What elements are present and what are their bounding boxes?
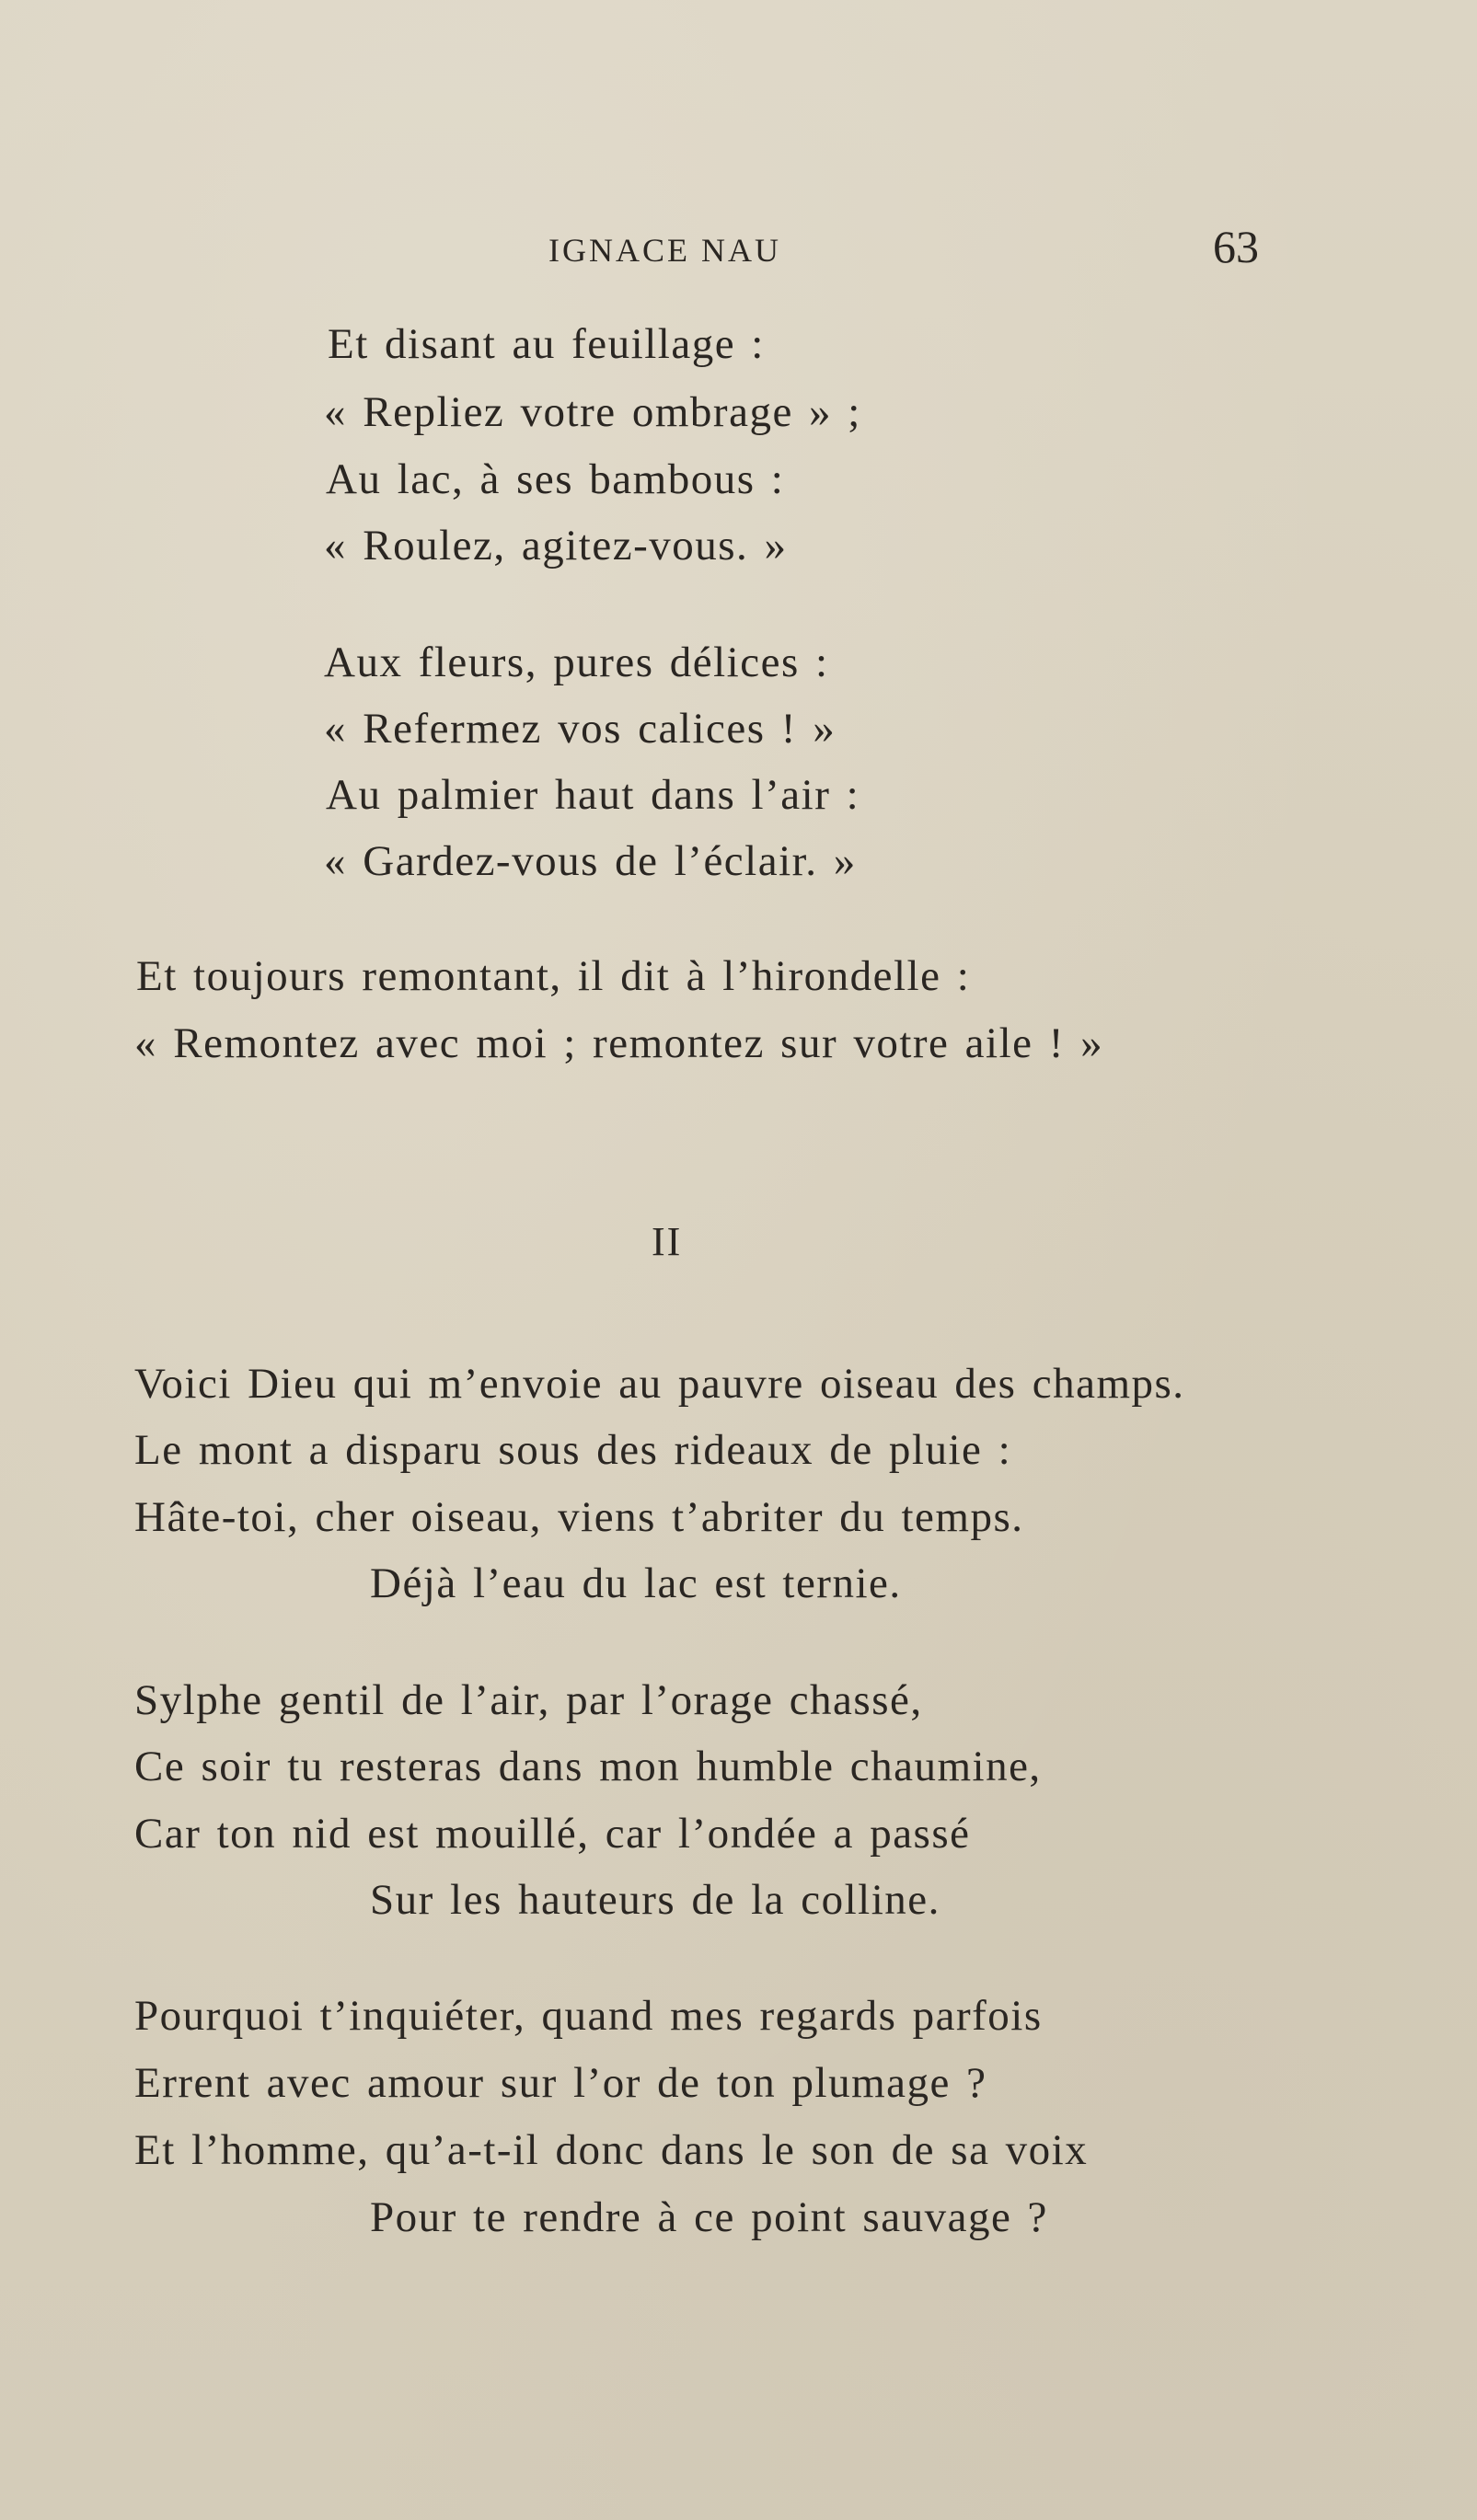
- verse-line: Au lac, à ses bambous :: [326, 455, 785, 503]
- running-title: IGNACE NAU: [548, 232, 781, 269]
- verse-line: Au palmier haut dans l’air :: [326, 771, 860, 819]
- verse-line: Hâte-toi, cher oiseau, viens t’abriter du temps.: [134, 1493, 1024, 1541]
- verse-line: Ce soir tu resteras dans mon humble chaumine,: [134, 1743, 1042, 1790]
- verse-line: Et disant au feuillage :: [328, 320, 765, 368]
- verse-line: Voici Dieu qui m’envoie au pauvre oiseau des champs.: [134, 1360, 1185, 1408]
- verse-line: Sylphe gentil de l’air, par l’orage chassé,: [134, 1676, 923, 1724]
- verse-line: « Remontez avec moi ; remontez sur votre aile ! »: [134, 1019, 1104, 1067]
- verse-line: Déjà l’eau du lac est ternie.: [370, 1559, 902, 1607]
- verse-line: Et l’homme, qu’a-t-il donc dans le son de sa voix: [134, 2126, 1089, 2174]
- verse-line: « Refermez vos calices ! »: [324, 705, 837, 753]
- verse-line: Pour te rendre à ce point sauvage ?: [370, 2193, 1048, 2241]
- verse-line: Et toujours remontant, il dit à l’hirondelle :: [136, 952, 971, 1000]
- verse-line: Aux fleurs, pures délices :: [324, 639, 829, 686]
- verse-line: Le mont a disparu sous des rideaux de pluie :: [134, 1426, 1012, 1474]
- section-numeral: II: [652, 1219, 683, 1264]
- verse-line: « Repliez votre ombrage » ;: [324, 388, 861, 436]
- verse-line: Sur les hauteurs de la colline.: [370, 1876, 940, 1924]
- verse-line: Car ton nid est mouillé, car l’ondée a passé: [134, 1810, 971, 1858]
- page-number: 63: [1213, 221, 1259, 272]
- verse-line: Errent avec amour sur l’or de ton plumage ?: [134, 2059, 987, 2107]
- verse-line: « Roulez, agitez-vous. »: [324, 522, 788, 570]
- verse-line: « Gardez-vous de l’éclair. »: [324, 837, 857, 885]
- verse-line: Pourquoi t’inquiéter, quand mes regards parfois: [134, 1992, 1043, 2040]
